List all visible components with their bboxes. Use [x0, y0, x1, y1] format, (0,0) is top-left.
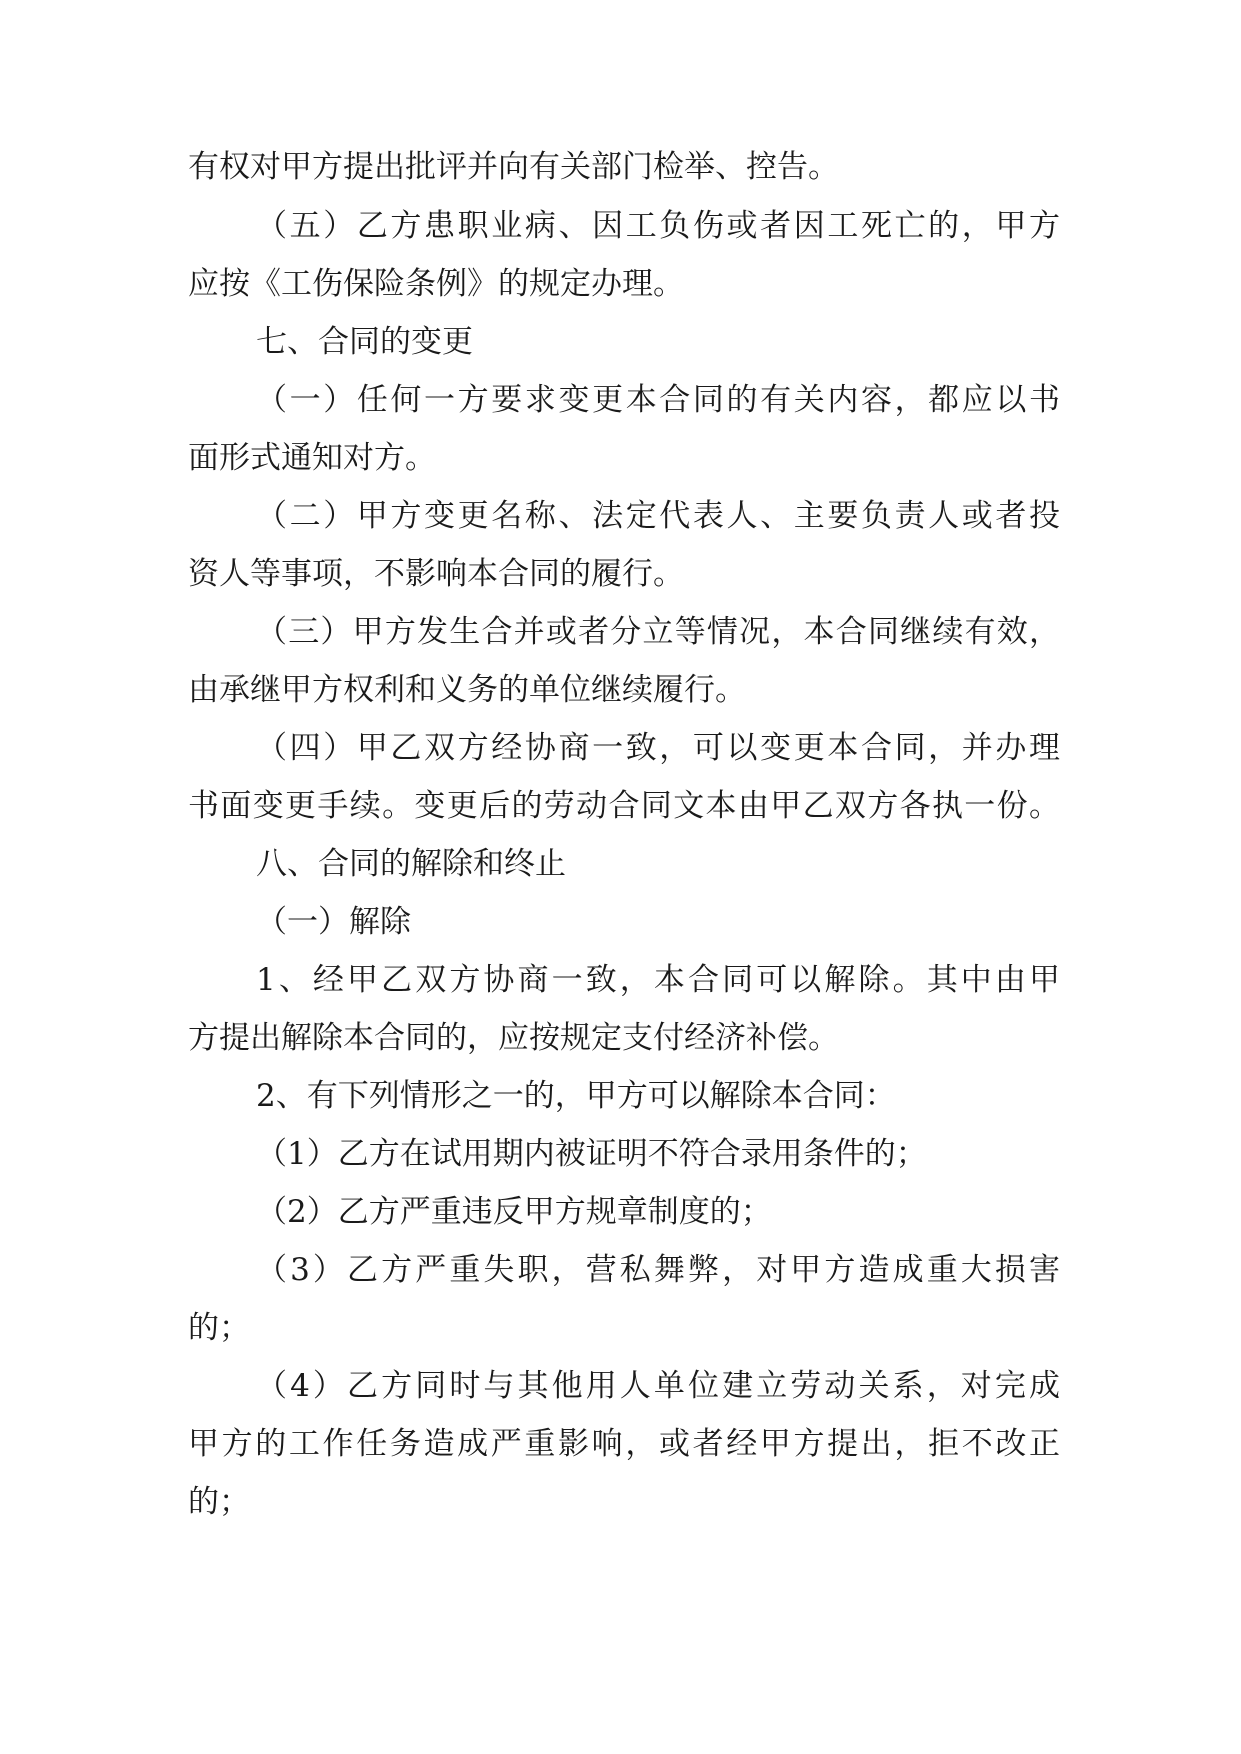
text-line-p11-3: 的；: [188, 1484, 250, 1520]
text-line-p11-1: （4）乙方同时与其他用人单位建立劳动关系，对完成: [256, 1368, 1060, 1404]
text-line-p6-1: 1、经甲乙双方协商一致，本合同可以解除。其中由甲: [256, 962, 1060, 998]
text-line-p6-2: 方提出解除本合同的，应按规定支付经济补偿。: [188, 1020, 839, 1056]
text-line-p10-2: 的；: [188, 1310, 250, 1346]
text-line-p11-2: 甲方的工作任务造成严重影响，或者经甲方提出，拒不改正: [188, 1426, 1060, 1462]
text-line-p5-2: 书面变更手续。变更后的劳动合同文本由甲乙双方各执一份。: [188, 788, 1060, 824]
text-line-p1-2: 应按《工伤保险条例》的规定办理。: [188, 266, 684, 302]
text-line-p2-2: 面形式通知对方。: [188, 440, 436, 476]
text-line-p7-1: 2、有下列情形之一的，甲方可以解除本合同：: [256, 1078, 896, 1114]
text-line-p0-1: 有权对甲方提出批评并向有关部门检举、控告。: [188, 149, 839, 185]
text-line-p2-1: （一）任何一方要求变更本合同的有关内容，都应以书: [256, 382, 1060, 418]
text-line-p4-2: 由承继甲方权利和义务的单位继续履行。: [188, 672, 746, 708]
section-heading-8: 八、合同的解除和终止: [256, 846, 566, 882]
text-line-p4-1: （三）甲方发生合并或者分立等情况，本合同继续有效，: [256, 614, 1060, 650]
text-line-p1-1: （五）乙方患职业病、因工负伤或者因工死亡的，甲方: [256, 208, 1060, 244]
text-line-p8-1: （1）乙方在试用期内被证明不符合录用条件的；: [256, 1136, 927, 1172]
text-line-p5-1: （四）甲乙双方经协商一致，可以变更本合同，并办理: [256, 730, 1060, 766]
subsection-heading-termination: （一）解除: [256, 904, 411, 940]
text-line-p3-1: （二）甲方变更名称、法定代表人、主要负责人或者投: [256, 498, 1060, 534]
text-line-p3-2: 资人等事项，不影响本合同的履行。: [188, 556, 684, 592]
section-heading-7: 七、合同的变更: [256, 324, 473, 360]
text-line-p9-1: （2）乙方严重违反甲方规章制度的；: [256, 1194, 772, 1230]
text-line-p10-1: （3）乙方严重失职，营私舞弊，对甲方造成重大损害: [256, 1252, 1060, 1288]
